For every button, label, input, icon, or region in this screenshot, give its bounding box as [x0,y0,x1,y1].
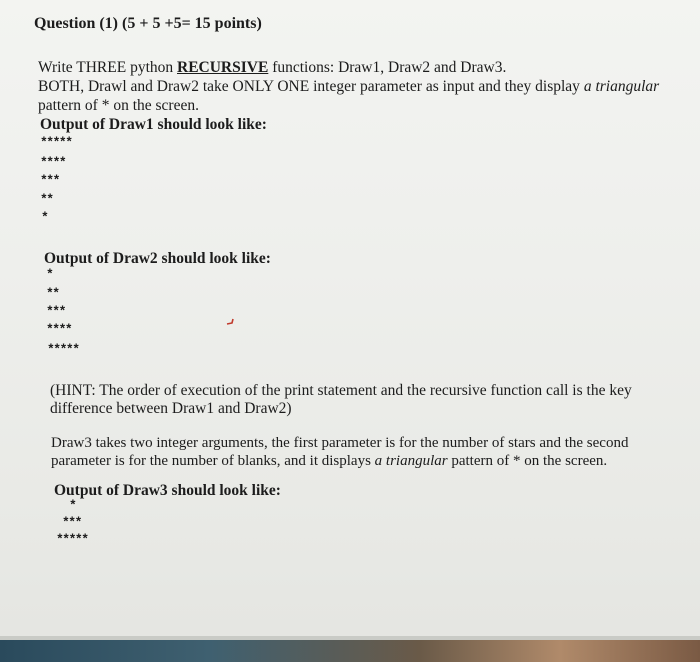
bottom-photo-edge-highlight [0,636,700,640]
draw3-line-2 [51,452,607,470]
draw2-row: * [46,267,53,282]
intro-text: functions: Draw1, Draw2 and Draw3. [268,59,507,76]
draw3-row: ***** [56,532,88,547]
draw2-heading: Output of Draw2 should look like: [44,250,271,267]
draw2-row: ** [46,286,59,301]
draw1-row: * [41,210,48,225]
draw3-row: *** [62,515,81,530]
draw1-row: *** [40,173,59,188]
draw3-heading: Output of Draw3 should look like: [54,482,281,499]
intro-text: BOTH, Drawl and Draw2 take ONLY ONE integer parameter as input and they display [38,78,584,95]
draw3-row: * [69,498,76,513]
intro-line-3: pattern of * on the screen. [38,97,199,114]
emphasis-text: a triangular [583,78,660,95]
intro-text: Write THREE python [38,59,178,76]
draw3-line-1: Draw3 takes two integer arguments, the first parameter is for the number of stars and the second [51,435,629,451]
draw2-row: ***** [47,342,79,357]
emphasis-text: a triangular [374,453,448,469]
recursive-keyword: RECURSIVE [177,59,269,76]
intro-line-2 [38,78,659,96]
hint-line-1: (HINT: The order of execution of the print statement and the recursive function call is the key [50,382,632,399]
draw3-text: parameter is for the number of blanks, and it displays [51,453,375,469]
question-title: Question (1) (5 + 5 +5= 15 points) [34,15,262,32]
draw1-row: ***** [40,135,72,150]
draw1-heading: Output of Draw1 should look like: [40,116,267,133]
draw1-row: ** [40,192,53,207]
draw1-row: **** [40,155,66,170]
draw2-row: **** [46,322,72,337]
draw3-text: pattern of * on the screen. [447,453,608,469]
hint-line-2: difference between Draw1 and Draw2) [50,400,292,417]
pen-mark-icon [226,318,234,326]
bottom-photo-edge [0,636,700,662]
draw2-row: *** [46,304,65,319]
intro-line-1 [38,59,506,77]
